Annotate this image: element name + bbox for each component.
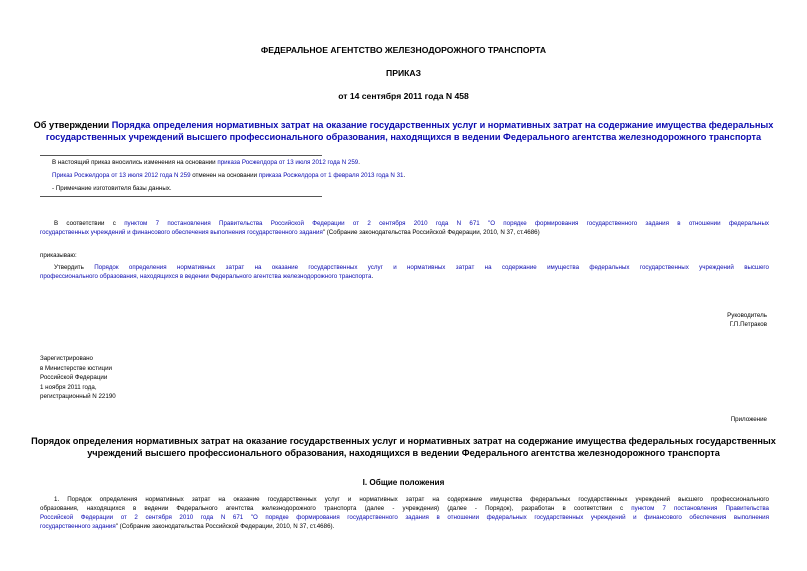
note-2-text: отменен на основании (190, 172, 259, 179)
paragraph-1 (40, 495, 769, 531)
note-line-2 (52, 171, 792, 180)
approve-end: . (371, 273, 374, 280)
document-type: ПРИКАЗ (386, 68, 421, 78)
preamble-line-1 (40, 219, 769, 228)
title-line-1 (0, 119, 807, 131)
title-prefix: Об утверждении (33, 120, 112, 130)
title-link-part-1[interactable]: Порядка определения нормативных затрат на оказание государственных услуг и нормативных затрат на содержание имущества федеральных (111, 120, 774, 130)
registration-line: регистрационный N 22190 (40, 393, 116, 400)
approve-link-1[interactable]: Порядок определения нормативных затрат на оказание государственных услуг и нормативных затрат на содержание имущества федеральных государственных учреждений высшего (94, 264, 769, 271)
registration-block (40, 354, 116, 402)
signatory-position: Руководитель (727, 312, 767, 319)
paragraph-1-line-1: 1. Порядок определения нормативных затрат на оказание государственных услуг и нормативных затрат на содержание имущества федеральных государственных учреждений высшего профессионального (54, 496, 769, 503)
note-1-text: В настоящий приказ вносились изменения на основании (52, 159, 218, 166)
note-2-link-2[interactable]: приказа Росжелдора от 1 февраля 2013 года N 31 (258, 172, 404, 179)
appendix-label: Приложение (730, 416, 767, 423)
approve-text: Утвердить (54, 264, 95, 271)
note-1-end: . (358, 159, 360, 166)
note-2-link-1[interactable]: Приказ Росжелдора от 13 июля 2012 года N 259 (52, 172, 191, 179)
approve-paragraph (40, 263, 769, 281)
editor-notes (52, 158, 792, 193)
order-word: приказываю: (40, 252, 77, 259)
registration-line: 1 ноября 2011 года, (40, 383, 97, 391)
registration-line: Российской Федерации (40, 374, 108, 381)
note-1-link[interactable]: приказа Росжелдора от 13 июля 2012 года N 259 (217, 159, 359, 166)
preamble-link-1[interactable]: пунктом 7 постановления Правительства Российской Федерации от 2 сентября 2010 года N 671 "О порядке формирования государственного задания в отношении федеральных (124, 220, 770, 227)
approve-link-2[interactable]: профессионального образования, находящихся в ведении Федерального агентства железнодорожного транспорта (40, 273, 372, 280)
section-heading: I. Общие положения (362, 478, 445, 487)
agency-name: ФЕДЕРАЛЬНОЕ АГЕНТСТВО ЖЕЛЕЗНОДОРОЖНОГО ТРАНСПОРТА (260, 45, 547, 55)
preamble (40, 219, 769, 237)
signature-block (727, 311, 767, 329)
appendix-title-line-2: учреждений высшего профессионального образования, находящихся в ведении Федерального агентства железнодорожного транспорта (87, 448, 720, 458)
preamble-source: " (Собрание законодательства Российской Федерации, 2010, N 37, ст.4686) (322, 229, 540, 236)
registration-line: Зарегистрировано (40, 355, 93, 362)
notes-bottom-rule (40, 196, 322, 197)
title-link-part-2[interactable]: государственных учреждений высшего профессионального образования, находящихся в ведении Федерального агентства железнодорожного транспорта (45, 132, 762, 142)
paragraph-1-link-1[interactable]: пунктом 7 постановления Правительства (631, 505, 769, 512)
paragraph-1-source: " (Собрание законодательства Российской Федерации, 2010, N 37, ст.4686). (115, 523, 335, 530)
note-2-end: . (403, 172, 406, 179)
preamble-text: В соответствии с (54, 220, 125, 227)
paragraph-1-line-4 (40, 522, 769, 531)
approve-line-1 (40, 263, 769, 272)
paragraph-1-link-3[interactable]: государственного задания (40, 523, 116, 530)
signatory-name: Г.П.Петраков (729, 321, 767, 328)
note-line-3: - Примечание изготовителя базы данных. (52, 185, 172, 192)
appendix-title-line-1: Порядок определения нормативных затрат на оказание государственных услуг и нормативных затрат на содержание имущества федеральных государственных (31, 436, 776, 446)
paragraph-1-link-2[interactable]: Российской Федерации от 2 сентября 2010 года N 671 "О порядке формирования государственного задания в отношении федеральных государственных учреждений и финансового обеспечения выполнения (40, 514, 769, 521)
paragraph-1-text: образования, находящихся в ведении Федерального агентства железнодорожного транспорта (далее - учреждения) (далее - Порядок), разработан в соответствии с (40, 505, 632, 512)
preamble-link-2[interactable]: государственных учреждений и финансового обеспечения выполнения государственного задания (40, 229, 323, 236)
notes-top-rule (40, 155, 322, 156)
document-title (0, 119, 807, 143)
document-date: от 14 сентября 2011 года N 458 (338, 91, 469, 101)
preamble-line-2 (40, 228, 769, 237)
approve-line-2 (40, 272, 769, 281)
paragraph-1-line-2 (40, 504, 769, 513)
registration-line: в Министерстве юстиции (40, 364, 113, 372)
appendix-title (0, 435, 807, 459)
note-line-1 (52, 158, 792, 167)
